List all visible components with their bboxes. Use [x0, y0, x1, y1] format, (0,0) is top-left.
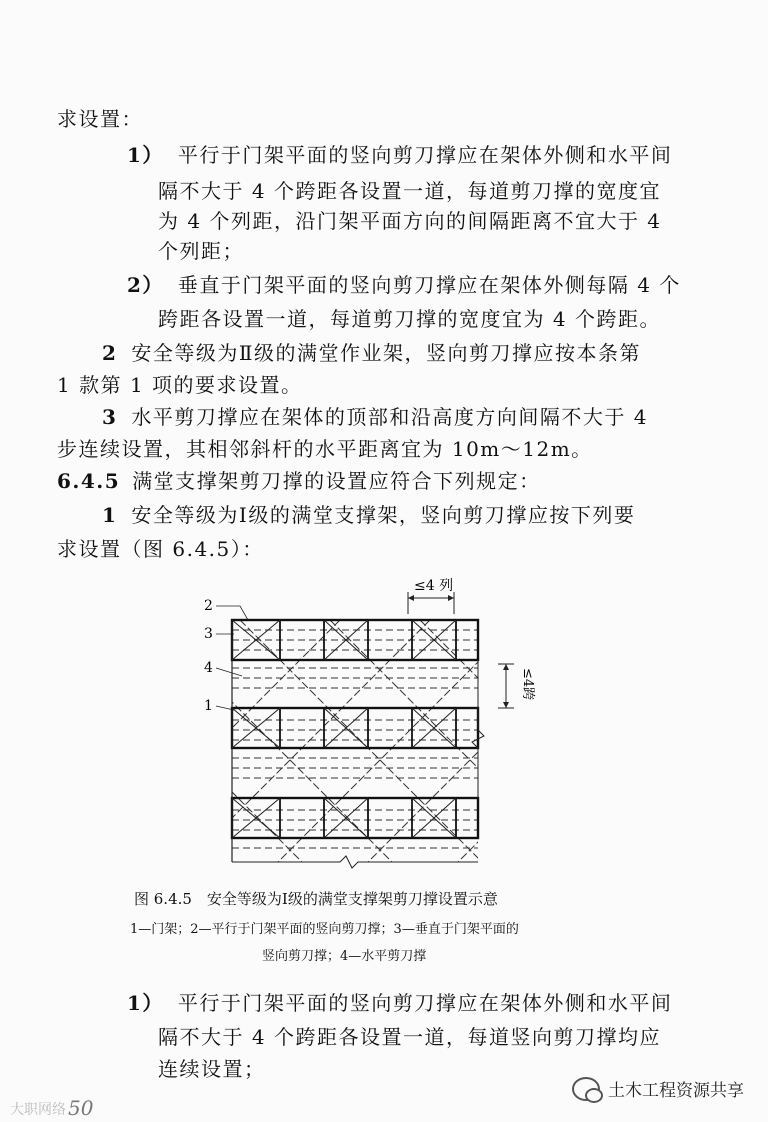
figure-legend-2: 竖向剪刀撑；4—水平剪刀撑 [262, 949, 427, 964]
para-marker: 3 [102, 405, 118, 429]
page-number: 50 [68, 1096, 94, 1120]
figure-legend-1: 1—门架；2—平行于门架平面的竖向剪刀撑；3—垂直于门架平面的 [130, 922, 519, 937]
wechat-icon [572, 1077, 600, 1101]
section-heading: 6.4.5 满堂支撑架剪刀撑的设置应符合下列规定： [57, 469, 541, 493]
label-2: 2 [204, 598, 213, 614]
text-line-6: 2） 垂直于门架平面的竖向剪刀撑应在架体外侧每隔 4 个 [127, 273, 681, 297]
para-marker: 2 [102, 341, 118, 365]
site-logo: 大职网络 [10, 1102, 66, 1118]
item-marker: 1） [127, 143, 164, 167]
item-marker: 2） [127, 273, 164, 297]
text-line-5: 个列距； [158, 239, 244, 263]
text-line-10: 3 水平剪刀撑应在架体的顶部和沿高度方向间隔不大于 4 [102, 405, 649, 429]
text-line-3: 隔不大于 4 个跨距各设置一道，每道剪刀撑的宽度宜 [158, 179, 661, 203]
dim-side-label: ≤4跨 [520, 668, 535, 701]
item-marker: 1） [127, 991, 164, 1015]
section-number: 6.4.5 [57, 469, 121, 493]
text-line-11: 步连续设置，其相邻斜杆的水平距离宜为 10m～12m。 [57, 437, 593, 461]
text-line-9: 1 款第 1 项的要求设置。 [57, 373, 303, 397]
text-line-15: 1） 平行于门架平面的竖向剪刀撑应在架体外侧和水平间 [127, 991, 673, 1015]
text-line-13: 1 安全等级为Ⅰ级的满堂支撑架，竖向剪刀撑应按下列要 [102, 503, 636, 527]
text-line-17: 连续设置； [158, 1057, 266, 1081]
text-line-4: 为 4 个列距，沿门架平面方向的间隔距离不宜大于 4 [158, 209, 662, 233]
label-1: 1 [204, 698, 213, 714]
figure-caption: 图 6.4.5 安全等级为Ⅰ级的满堂支撑架剪刀撑设置示意 [134, 890, 498, 908]
text-line-14: 求设置（图 6.4.5）： [57, 537, 264, 561]
para-marker: 1 [102, 503, 118, 527]
text-line-2: 1） 平行于门架平面的竖向剪刀撑应在架体外侧和水平间 [127, 143, 673, 167]
dim-top-label: ≤4 列 [414, 578, 454, 594]
text-line-16: 隔不大于 4 个跨距各设置一道，每道竖向剪刀撑均应 [158, 1025, 661, 1049]
text-line-7: 跨距各设置一道，每道剪刀撑的宽度宜为 4 个跨距。 [158, 307, 661, 331]
label-3: 3 [204, 626, 213, 642]
label-4: 4 [204, 660, 213, 676]
watermark: 土木工程资源共享 [572, 1076, 744, 1101]
text-line-8: 2 安全等级为Ⅱ级的满堂作业架，竖向剪刀撑应按本条第 [102, 341, 642, 365]
scaffold-bracing-diagram [190, 578, 535, 870]
text-line-1: 求设置： [57, 107, 143, 131]
